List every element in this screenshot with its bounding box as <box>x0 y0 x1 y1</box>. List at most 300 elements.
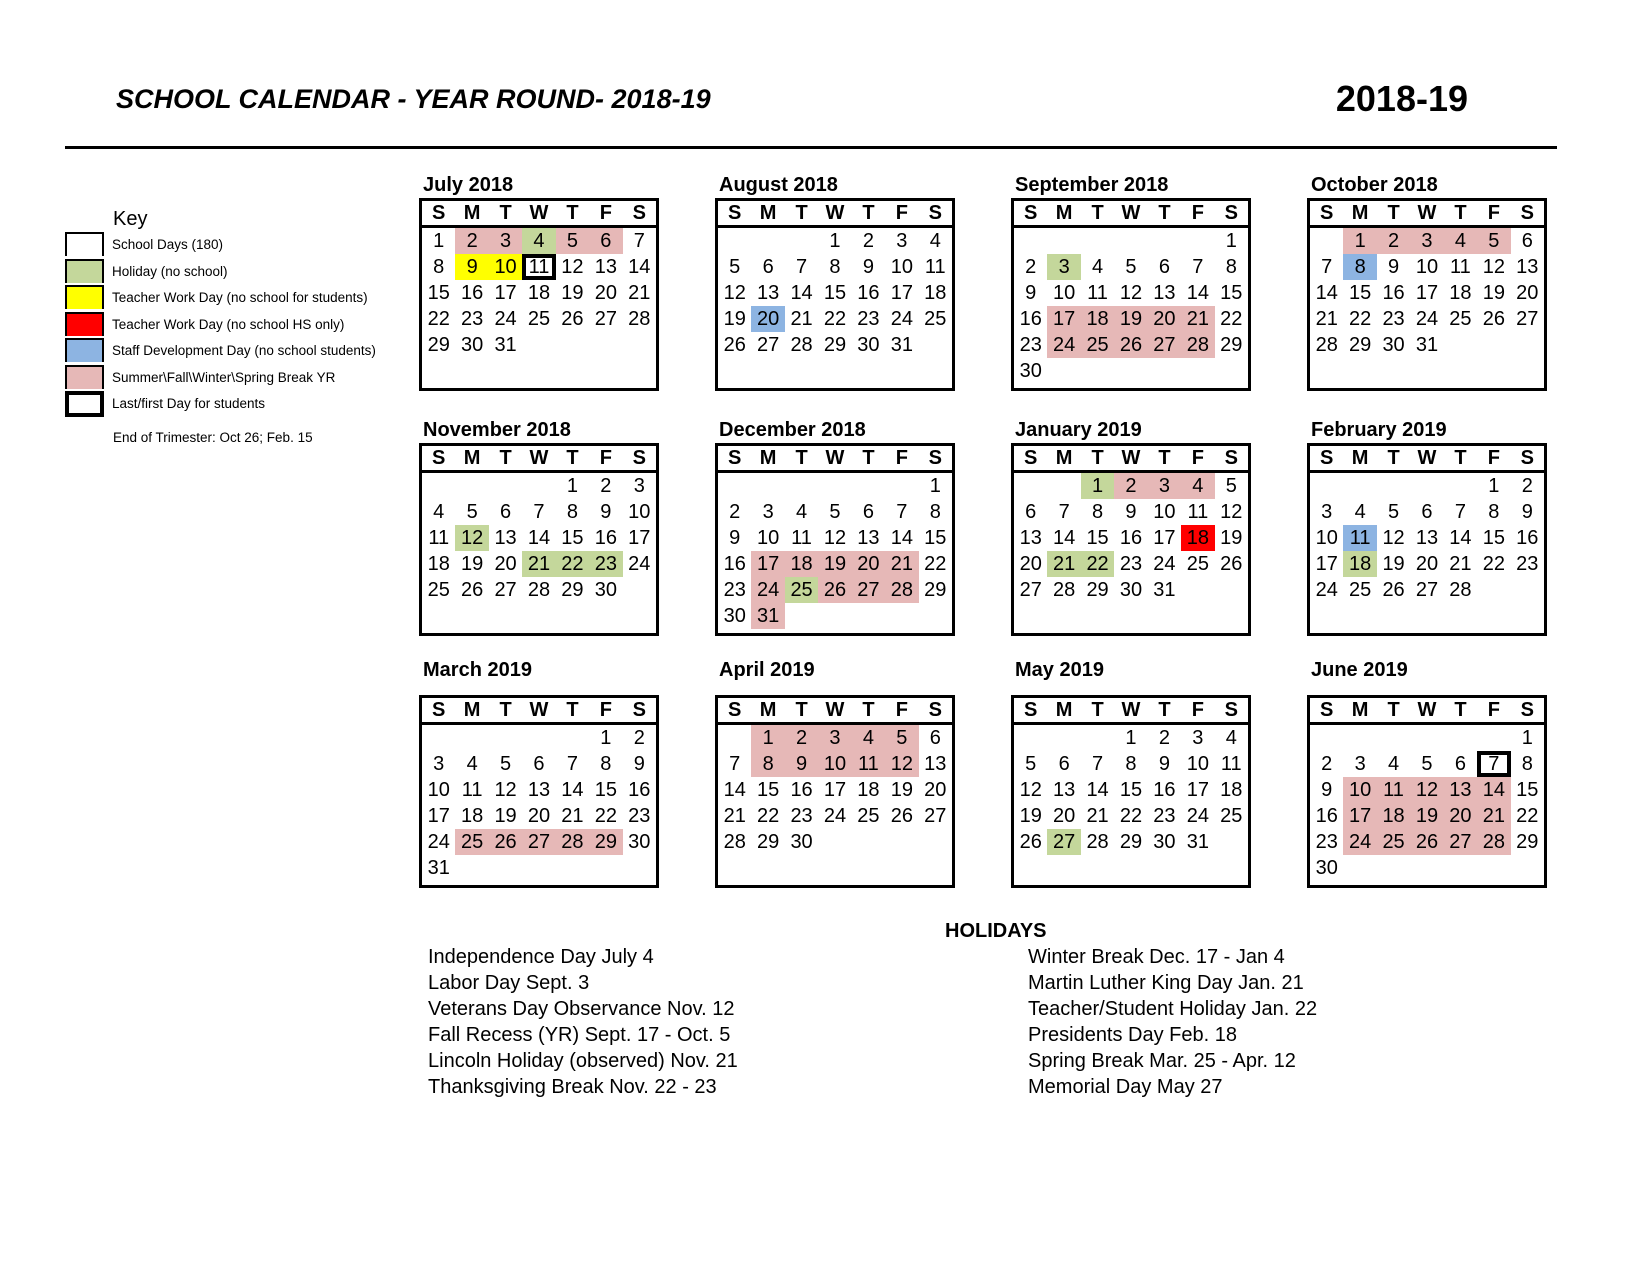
day-cell: 29 <box>823 334 847 356</box>
empty-cell <box>455 725 488 751</box>
day-cell: 9 <box>1158 753 1170 775</box>
empty-cell <box>718 725 751 751</box>
month-calendar <box>1307 174 1553 391</box>
day-cell: 7 <box>566 753 578 775</box>
weekday-label: S <box>1320 202 1334 224</box>
holidays-right <box>1028 944 1317 1100</box>
day-cell: 10 <box>427 779 450 801</box>
day-cell: 24 <box>1343 829 1376 855</box>
day-cell: 26 <box>1482 308 1505 330</box>
holiday-item: Labor Day Sept. 3 <box>428 972 590 994</box>
weekday-label: F <box>1487 699 1500 721</box>
holiday-item: Winter Break Dec. 17 - Jan 4 <box>1028 946 1285 968</box>
empty-cell <box>1081 228 1114 254</box>
day-cell: 2 <box>862 230 874 252</box>
holiday-item: Spring Break Mar. 25 - Apr. 12 <box>1028 1050 1296 1072</box>
empty-cell <box>785 473 818 499</box>
day-cell: 20 <box>1415 553 1439 575</box>
day-cell: 1 <box>1521 727 1533 749</box>
day-cell: 14 <box>1053 527 1076 549</box>
day-grid <box>422 725 656 885</box>
key-swatch <box>65 285 104 309</box>
day-cell: 6 <box>589 228 622 254</box>
empty-cell <box>1343 855 1376 881</box>
day-cell: 29 <box>561 579 584 601</box>
day-cell: 6 <box>1025 501 1037 523</box>
weekday-header <box>718 446 952 473</box>
weekday-label: T <box>499 447 512 469</box>
day-cell: 12 <box>1410 777 1443 803</box>
day-cell: 3 <box>896 230 908 252</box>
day-cell: 21 <box>885 551 918 577</box>
empty-cell <box>522 725 555 751</box>
holiday-item: Thanksgiving Break Nov. 22 - 23 <box>428 1076 717 1098</box>
day-cell: 11 <box>1220 753 1242 775</box>
day-cell: 12 <box>561 256 584 278</box>
weekday-label: S <box>728 447 742 469</box>
day-cell: 13 <box>1053 779 1076 801</box>
day-cell: 1 <box>1225 230 1237 252</box>
month-grid <box>419 443 659 636</box>
day-cell: 21 <box>561 805 584 827</box>
day-cell: 18 <box>924 282 947 304</box>
day-cell: 27 <box>494 579 517 601</box>
empty-cell <box>1215 829 1248 855</box>
day-cell: 26 <box>561 308 584 330</box>
day-cell: 15 <box>1086 527 1109 549</box>
empty-cell <box>1181 577 1214 603</box>
day-cell: 6 <box>762 256 774 278</box>
empty-cell <box>1343 603 1376 629</box>
key-item-label: Teacher Work Day (no school for students) <box>112 290 368 305</box>
weekday-label: W <box>1417 447 1437 469</box>
weekday-label: M <box>1055 202 1073 224</box>
empty-cell <box>751 855 784 881</box>
day-cell: 24 <box>494 308 517 330</box>
day-cell: 6 <box>1158 256 1170 278</box>
day-cell: 22 <box>1516 805 1539 827</box>
empty-cell <box>885 829 918 855</box>
empty-cell <box>919 829 952 855</box>
month-title: January 2019 <box>1015 419 1142 441</box>
day-cell: 12 <box>1119 282 1143 304</box>
day-cell: 10 <box>628 501 651 523</box>
empty-cell <box>1148 228 1181 254</box>
empty-cell <box>455 603 488 629</box>
day-cell: 26 <box>1114 332 1147 358</box>
day-cell: 30 <box>723 605 746 627</box>
weekday-label: W <box>825 447 845 469</box>
day-cell: 30 <box>1019 360 1042 382</box>
day-grid <box>718 228 952 388</box>
page-title: SCHOOL CALENDAR - YEAR ROUND- 2018-19 <box>116 84 711 114</box>
weekday-header <box>1014 201 1248 228</box>
day-cell: 27 <box>1444 829 1477 855</box>
day-cell: 11 <box>428 527 450 549</box>
empty-cell <box>556 855 589 881</box>
day-cell: 30 <box>594 579 617 601</box>
weekday-label: F <box>599 699 612 721</box>
day-cell: 31 <box>890 334 913 356</box>
day-cell: 18 <box>1220 779 1243 801</box>
day-cell: 11 <box>461 779 483 801</box>
day-cell: 20 <box>1053 805 1076 827</box>
day-cell: 29 <box>1349 334 1372 356</box>
day-cell: 14 <box>890 527 913 549</box>
empty-cell <box>1014 855 1047 881</box>
day-cell: 24 <box>628 553 651 575</box>
empty-cell <box>522 473 555 499</box>
day-cell: 12 <box>494 779 517 801</box>
month-grid <box>1011 443 1251 636</box>
weekday-label: W <box>1121 699 1141 721</box>
weekday-label: W <box>529 699 549 721</box>
empty-cell <box>1410 603 1443 629</box>
day-cell: 18 <box>527 282 551 304</box>
day-cell: 22 <box>1482 553 1505 575</box>
day-cell: 25 <box>455 829 488 855</box>
day-cell: 26 <box>890 805 913 827</box>
day-cell: 6 <box>929 727 941 749</box>
empty-cell <box>1310 603 1343 629</box>
day-cell: 19 <box>461 553 484 575</box>
day-cell: 24 <box>823 805 847 827</box>
day-grid <box>422 228 656 388</box>
weekday-label: T <box>795 202 808 224</box>
day-cell: 21 <box>1181 306 1214 332</box>
day-cell: 30 <box>790 831 813 853</box>
day-cell: 11 <box>1087 282 1108 304</box>
day-cell: 23 <box>1019 334 1042 356</box>
day-cell: 8 <box>566 501 578 523</box>
weekday-label: S <box>1224 202 1238 224</box>
day-cell: 7 <box>1058 501 1070 523</box>
empty-cell <box>1047 358 1080 384</box>
day-cell: 15 <box>757 779 780 801</box>
day-cell: 31 <box>1415 334 1439 356</box>
day-cell: 9 <box>600 501 612 523</box>
day-cell: 21 <box>1047 551 1080 577</box>
day-cell: 21 <box>628 282 651 304</box>
day-cell: 28 <box>1181 332 1214 358</box>
empty-cell <box>589 332 622 358</box>
day-cell: 8 <box>433 256 445 278</box>
day-cell: 16 <box>790 779 813 801</box>
day-cell: 9 <box>633 753 645 775</box>
month-calendar <box>419 419 665 636</box>
weekday-label: S <box>928 202 942 224</box>
day-cell: 3 <box>489 228 522 254</box>
day-cell: 9 <box>1125 501 1137 523</box>
holiday-item: Fall Recess (YR) Sept. 17 - Oct. 5 <box>428 1024 731 1046</box>
weekday-label: F <box>1487 202 1500 224</box>
day-cell: 16 <box>461 282 484 304</box>
day-cell: 8 <box>1488 501 1500 523</box>
empty-cell <box>885 358 918 384</box>
weekday-header <box>422 201 656 228</box>
day-cell: 28 <box>1477 829 1510 855</box>
day-cell: 19 <box>1382 553 1405 575</box>
empty-cell <box>818 358 851 384</box>
day-cell: 8 <box>1125 753 1137 775</box>
day-cell: 4 <box>1181 473 1214 499</box>
month-title: February 2019 <box>1311 419 1447 441</box>
day-cell: 14 <box>1477 777 1510 803</box>
day-cell: 16 <box>1382 282 1405 304</box>
day-cell: 4 <box>522 228 555 254</box>
empty-cell <box>852 855 885 881</box>
day-cell: 8 <box>1521 753 1533 775</box>
empty-cell <box>1444 358 1477 384</box>
key-item <box>65 312 425 338</box>
weekday-label: F <box>599 447 612 469</box>
empty-cell <box>852 603 885 629</box>
weekday-label: S <box>1224 699 1238 721</box>
weekday-label: T <box>1387 699 1400 721</box>
empty-cell <box>522 358 555 384</box>
empty-cell <box>1410 473 1443 499</box>
day-cell: 1 <box>433 230 445 252</box>
empty-cell <box>1215 358 1248 384</box>
key-swatch <box>65 232 104 256</box>
day-cell: 30 <box>857 334 880 356</box>
day-cell: 10 <box>818 751 851 777</box>
key-title: Key <box>113 208 148 230</box>
day-cell: 29 <box>757 831 780 853</box>
weekday-header <box>422 698 656 725</box>
day-cell: 26 <box>1410 829 1443 855</box>
day-cell: 18 <box>785 551 818 577</box>
day-cell: 20 <box>1148 306 1181 332</box>
day-cell: 15 <box>561 527 584 549</box>
day-cell: 20 <box>494 553 517 575</box>
weekday-label: M <box>463 699 481 721</box>
day-cell: 15 <box>1220 282 1243 304</box>
empty-cell <box>489 603 522 629</box>
day-cell: 2 <box>1158 727 1170 749</box>
day-cell: 31 <box>427 857 450 879</box>
weekday-label: W <box>1417 202 1437 224</box>
day-cell: 25 <box>527 308 551 330</box>
weekday-header <box>422 446 656 473</box>
day-cell: 15 <box>1516 779 1539 801</box>
month-calendar <box>1307 659 1553 888</box>
day-cell: 31 <box>751 603 784 629</box>
empty-cell <box>1014 603 1047 629</box>
key-swatch <box>65 391 104 417</box>
empty-cell <box>1114 855 1147 881</box>
weekday-label: M <box>463 202 481 224</box>
day-cell: 29 <box>1516 831 1539 853</box>
weekday-label: F <box>599 202 612 224</box>
empty-cell <box>1410 855 1443 881</box>
day-cell: 11 <box>924 256 946 278</box>
day-cell: 12 <box>455 525 488 551</box>
weekday-label: T <box>1454 447 1467 469</box>
day-cell: 28 <box>1315 334 1338 356</box>
day-cell: 3 <box>1354 753 1366 775</box>
day-cell: 5 <box>556 228 589 254</box>
day-cell: 26 <box>723 334 746 356</box>
day-cell: 13 <box>924 753 947 775</box>
weekday-header <box>1310 201 1544 228</box>
day-cell: 8 <box>751 751 784 777</box>
day-cell: 20 <box>1019 553 1042 575</box>
empty-cell <box>1511 358 1544 384</box>
day-cell: 4 <box>466 753 478 775</box>
day-cell: 1 <box>751 725 784 751</box>
day-cell: 13 <box>1516 256 1539 278</box>
day-cell: 20 <box>594 282 617 304</box>
day-cell: 11 <box>522 254 555 280</box>
day-cell: 18 <box>1449 282 1472 304</box>
month-title: October 2018 <box>1311 174 1438 196</box>
empty-cell <box>919 332 952 358</box>
month-calendar <box>715 659 961 888</box>
weekday-label: F <box>895 699 908 721</box>
day-cell: 8 <box>600 753 612 775</box>
weekday-label: T <box>1091 447 1104 469</box>
day-cell: 25 <box>1377 829 1410 855</box>
empty-cell <box>1181 228 1214 254</box>
weekday-label: M <box>1351 699 1369 721</box>
day-grid <box>1014 228 1248 388</box>
holiday-item: Martin Luther King Day Jan. 21 <box>1028 972 1304 994</box>
day-cell: 13 <box>857 527 880 549</box>
day-cell: 3 <box>818 725 851 751</box>
day-cell: 27 <box>924 805 947 827</box>
day-cell: 27 <box>1047 829 1080 855</box>
day-cell: 5 <box>1388 501 1400 523</box>
day-cell: 23 <box>1382 308 1405 330</box>
empty-cell <box>556 358 589 384</box>
empty-cell <box>623 855 656 881</box>
weekday-label: F <box>895 202 908 224</box>
day-cell: 7 <box>1454 501 1466 523</box>
day-cell: 15 <box>594 779 617 801</box>
weekday-label: S <box>1520 699 1534 721</box>
empty-cell <box>1377 855 1410 881</box>
empty-cell <box>623 603 656 629</box>
day-cell: 23 <box>790 805 813 827</box>
day-cell: 5 <box>729 256 741 278</box>
day-cell: 25 <box>1186 553 1209 575</box>
day-cell: 26 <box>818 577 851 603</box>
empty-cell <box>751 473 784 499</box>
day-cell: 7 <box>1192 256 1204 278</box>
day-cell: 27 <box>594 308 617 330</box>
day-cell: 27 <box>852 577 885 603</box>
day-cell: 16 <box>1315 805 1338 827</box>
day-cell: 10 <box>757 527 780 549</box>
empty-cell <box>1310 473 1343 499</box>
weekday-label: W <box>529 202 549 224</box>
day-cell: 17 <box>494 282 517 304</box>
key-item-label: School Days (180) <box>112 237 224 252</box>
day-cell: 31 <box>1186 831 1209 853</box>
day-cell: 28 <box>1449 579 1472 601</box>
month-grid <box>715 443 955 636</box>
day-cell: 17 <box>628 527 651 549</box>
day-cell: 2 <box>785 725 818 751</box>
day-cell: 26 <box>1382 579 1405 601</box>
empty-cell <box>785 603 818 629</box>
day-cell: 24 <box>1047 332 1080 358</box>
key-item-label: Staff Development Day (no school students) <box>112 343 376 358</box>
empty-cell <box>818 829 851 855</box>
weekday-label: W <box>1121 447 1141 469</box>
month-calendar <box>715 174 961 391</box>
day-cell: 9 <box>785 751 818 777</box>
day-cell: 16 <box>1153 779 1176 801</box>
day-cell: 5 <box>1225 475 1237 497</box>
day-cell: 3 <box>1047 254 1080 280</box>
day-cell: 4 <box>796 501 808 523</box>
day-cell: 20 <box>852 551 885 577</box>
day-cell: 27 <box>1415 579 1439 601</box>
day-cell: 25 <box>427 579 450 601</box>
empty-cell <box>1477 358 1510 384</box>
month-grid <box>1307 695 1547 888</box>
weekday-label: T <box>862 447 875 469</box>
empty-cell <box>589 603 622 629</box>
day-cell: 28 <box>885 577 918 603</box>
day-cell: 9 <box>729 527 741 549</box>
empty-cell <box>556 603 589 629</box>
day-cell: 15 <box>1482 527 1505 549</box>
empty-cell <box>919 603 952 629</box>
empty-cell <box>1148 358 1181 384</box>
weekday-label: S <box>1024 202 1038 224</box>
day-cell: 20 <box>924 779 947 801</box>
day-cell: 19 <box>561 282 584 304</box>
empty-cell <box>852 829 885 855</box>
empty-cell <box>852 473 885 499</box>
day-cell: 22 <box>1220 308 1243 330</box>
day-cell: 3 <box>1321 501 1333 523</box>
empty-cell <box>718 228 751 254</box>
empty-cell <box>1410 358 1443 384</box>
empty-cell <box>919 358 952 384</box>
empty-cell <box>1148 855 1181 881</box>
key-item-label: Last/first Day for students <box>112 396 266 411</box>
day-cell: 25 <box>785 577 818 603</box>
key-item <box>65 259 425 285</box>
empty-cell <box>1444 332 1477 358</box>
day-cell: 2 <box>455 228 488 254</box>
day-cell: 19 <box>890 779 913 801</box>
day-cell: 16 <box>594 527 617 549</box>
empty-cell <box>1114 603 1147 629</box>
day-cell: 29 <box>427 334 450 356</box>
day-cell: 22 <box>556 551 589 577</box>
empty-cell <box>1114 358 1147 384</box>
day-cell: 18 <box>1343 551 1376 577</box>
day-cell: 9 <box>1321 779 1333 801</box>
day-cell: 28 <box>556 829 589 855</box>
day-cell: 14 <box>790 282 813 304</box>
day-cell: 15 <box>823 282 847 304</box>
day-cell: 21 <box>723 805 746 827</box>
day-cell: 25 <box>857 805 880 827</box>
weekday-label: T <box>1091 202 1104 224</box>
empty-cell <box>489 855 522 881</box>
holiday-item: Teacher/Student Holiday Jan. 22 <box>1028 998 1318 1020</box>
day-cell: 6 <box>1521 230 1533 252</box>
weekday-label: F <box>1487 447 1500 469</box>
month-grid <box>1011 695 1251 888</box>
empty-cell <box>1014 228 1047 254</box>
